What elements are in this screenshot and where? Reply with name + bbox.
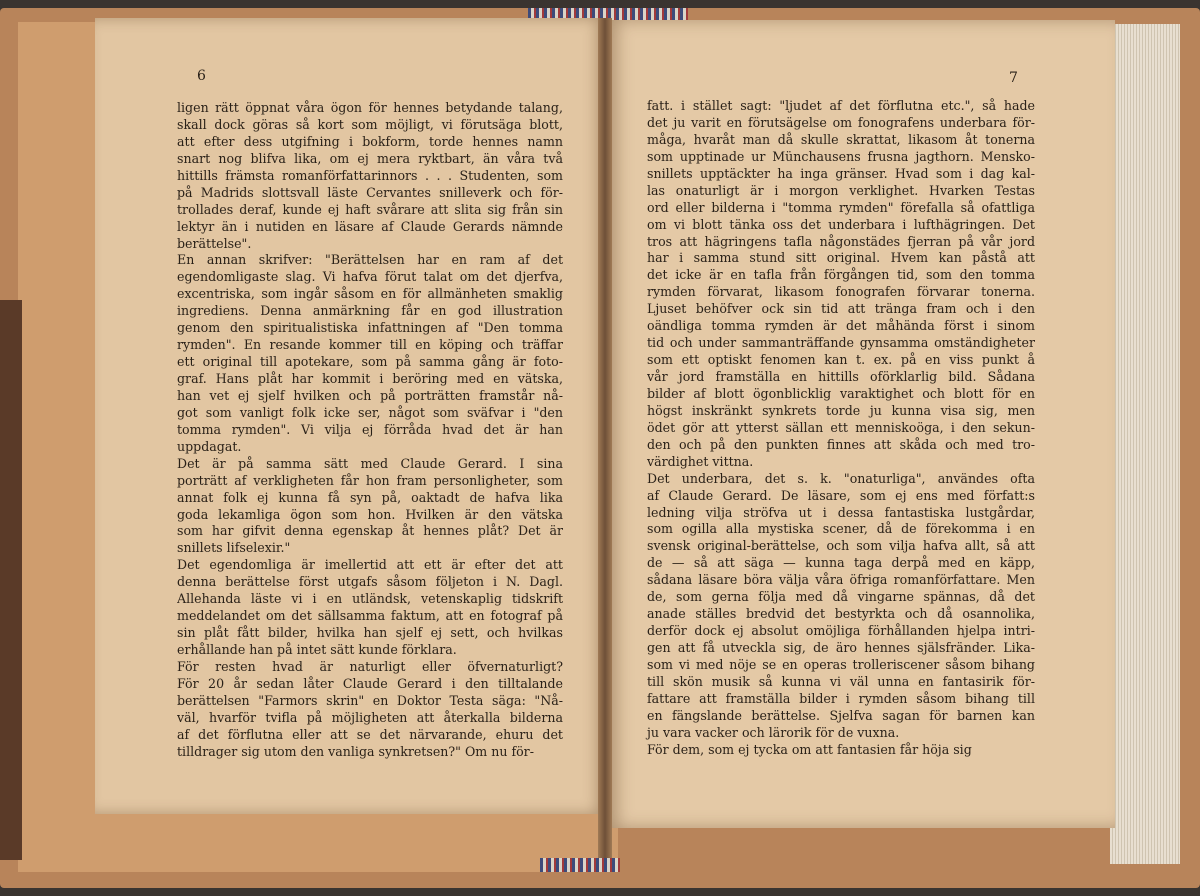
text-line: För 20 år sedan låter Claude Gerard i den tilltalande [177,675,563,691]
text-line: Ljuset behöfver ock sin tid att tränga fram och i den [647,301,1035,317]
text-line: genom den spiritualistiska infattningen af "Den tomma [177,320,563,336]
text-line: graf. Hans plåt har kommit i beröring med en vätska, [177,371,563,386]
text-line: tros att hägringens tafla någonstädes fjerran på vår jord [647,233,1035,249]
text-line: ingrediens. Denna anmärkning får en god illustration [177,303,563,319]
text-line: las onaturligt är i morgon verklighet. Hvarken Testas [647,182,1035,198]
text-line: ligen rätt öppnat våra ögon för hennes betydande talang, [177,100,563,115]
text-line: meddelandet om det sällsamma faktum, att en fotograf på [177,608,563,624]
text-line: af det förflutna eller att se det närvarande, ehuru det [177,726,563,742]
text-line: till skön musik så kunna vi väl unna en fantasirik för- [647,673,1035,689]
text-line: snillets upptäckter ha inga gränser. Hvad som i dag kal- [647,165,1035,181]
left-page-text [177,100,563,761]
text-line: tomma rymden". Vi vilja ej förråda hvad det är han [177,421,563,437]
left-page [95,18,605,814]
text-line: trollades deraf, kunde ej haft svårare att slita sig från sin [177,201,563,217]
text-line: För resten hvad är naturligt eller öfvernaturligt? [177,658,563,674]
text-line: högst inskränkt synkrets torde ju kunna visa sig, men [647,402,1035,418]
text-line: Allehanda läste vi i en utländsk, vetenskaplig tidskrift [177,591,563,607]
text-line: skall dock göras så kort som möjligt, vi förutsäga blott, [177,116,563,132]
text-line: hittills främsta romanförfattarinnors . . . Studenten, som [177,167,563,183]
left-page-number: 6 [197,68,206,84]
text-line: egendomligaste slag. Vi hafva förut talat om det djerfva, [177,269,563,285]
text-line: goda lekamliga ögon som hon. Hvilken är den vätska [177,506,563,522]
text-line: de, som gerna följa med då vingarne spännas, då det [647,589,1035,605]
text-line: på Madrids slottsvall läste Cervantes snilleverk och för- [177,184,563,200]
text-line: En annan skrifver: "Berättelsen har en ram af det [177,252,563,268]
spine-tailband [540,858,620,872]
text-line: tid och under sammanträffande gynsamma omständigheter [647,335,1035,351]
text-line: oändliga tomma rymden är det måhända först i sinom [647,318,1035,334]
right-page-number: 7 [1009,70,1018,86]
text-line: måga, hvaråt man då skulle skrattat, likasom åt tonerna [647,131,1035,147]
cover-edge [0,300,22,860]
text-line: ju vara vacker och lärorik för de vuxna. [647,724,900,740]
text-line: ord eller bilderna i "tomma rymden" förefalla så ofattliga [647,199,1035,215]
text-line: som ett optiskt fenomen kan t. ex. på en viss punkt å [647,352,1035,368]
text-line: erhållande han på intet sätt kunde förklara. [177,642,457,657]
text-line: väl, hvarför tvifla på möjligheten att återkalla bilderna [177,709,563,725]
text-line: rymden förvarat, likasom fonografen förvarar tonerna. [647,284,1035,300]
text-line: af Claude Gerard. De läsare, som ej ens med författ:s [647,487,1035,503]
text-line: anade ställes bredvid det bestyrkta och då osannolika, [647,606,1035,622]
text-line: För dem, som ej tycka om att fantasien får höja sig [647,741,972,757]
text-line: derför dock ej absolut omöjliga förhållanden hjelpa intri- [647,623,1035,639]
text-line: ledning vilja ströfva ut i dessa fantastiska lustgårdar, [647,504,1035,520]
text-line: Det är på samma sätt med Claude Gerard. I sina [177,455,563,471]
text-line: berättelsen "Farmors skrin" en Doktor Testa säga: "Nå- [177,692,563,708]
text-line: ödet gör att ytterst sällan ett menniskoöga, i den sekun- [647,419,1035,435]
text-line: berättelse". [177,235,252,251]
text-line: lektyr än i nutiden en läsare af Claude Gerards nämnde [177,218,563,234]
text-line: fatt. i stället sagt: "ljudet af det förflutna etc.", så hade [647,98,1035,113]
text-line: denna berättelse först utgafs såsom följeton i N. Dagl. [177,574,563,590]
text-line: det ju varit en förutsägelse om fonografens underbara för- [647,114,1035,130]
text-line: vår jord framställa en hittills oförklarlig bild. Sådana [647,369,1035,384]
text-line: en fängslande berättelse. Sjelfva sagan för barnen kan [647,707,1035,723]
text-line: den och på den punkten finnes att skåda och med tro- [647,436,1035,452]
right-page-text [647,98,1035,759]
text-line: som har gifvit denna egenskap åt hennes plåt? Det är [177,523,563,539]
text-line: ett original till apotekare, som på samma gång är foto- [177,354,563,370]
text-line: sådana läsare böra välja våra öfriga romanförfattare. Men [647,572,1035,588]
text-line: snillets lifselexir." [177,540,291,556]
text-line: som ogilla alla mystiska scener, då de förekomma i en [647,521,1035,537]
text-line: fattare att framställa bilder i rymden såsom bihang till [647,690,1035,706]
text-line: tilldrager sig utom den vanliga synkretsen?" Om nu för- [177,743,534,759]
right-page [607,20,1115,828]
text-line: Det egendomliga är imellertid att ett är efter det att [177,557,563,573]
text-line: värdighet vittna. [647,453,754,469]
text-line: som vi med nöje se en operas trolleriscener såsom bihang [647,656,1035,672]
text-line: snart nog blifva lika, om ej mera ryktbart, än våra två [177,150,563,166]
book-gutter [598,18,612,858]
text-line: han vet ej sjelf hvilken och på porträtten framstår nå- [177,387,563,403]
text-line: som upptinade ur Münchausens frusna jagthorn. Mensko- [647,148,1035,164]
text-line: rymden". En resande kommer till en köping och träffar [177,337,563,353]
text-line: Det underbara, det s. k. "onaturliga", användes ofta [647,470,1035,486]
text-line: got som vanligt folk icke ser, något som sväfvar i "den [177,404,563,420]
text-line: annat folk ej kunna få syn på, oaktadt de hafva lika [177,489,563,505]
text-line: om vi blott tänka oss det underbara i lufthägringen. Det [647,216,1035,232]
text-line: att efter dess utgifning i bokform, torde hennes namn [177,133,563,149]
text-line: porträtt af verkligheten får hon fram personligheter, som [177,472,563,488]
page-stack-edge [1110,24,1180,864]
text-line: det icke är en tafla från förgången tid, som den tomma [647,267,1035,283]
text-line: svensk original-berättelse, och som vilja hafva allt, så att [647,538,1035,554]
text-line: uppdagat. [177,438,242,454]
text-line: excentriska, som ingår såsom en för allmänheten smaklig [177,286,563,302]
text-line: har i samma stund sitt original. Hvem kan påstå att [647,250,1035,266]
text-line: de — så att säga — kunna taga derpå med en käpp, [647,555,1035,571]
text-line: sin plåt fått bilder, hvilka han sjelf ej sett, och hvilkas [177,625,563,641]
text-line: gen att få utveckla sig, de äro hennes själsfränder. Lika- [647,640,1035,655]
text-line: bilder af blott ögonblicklig varaktighet och blott för en [647,385,1035,401]
